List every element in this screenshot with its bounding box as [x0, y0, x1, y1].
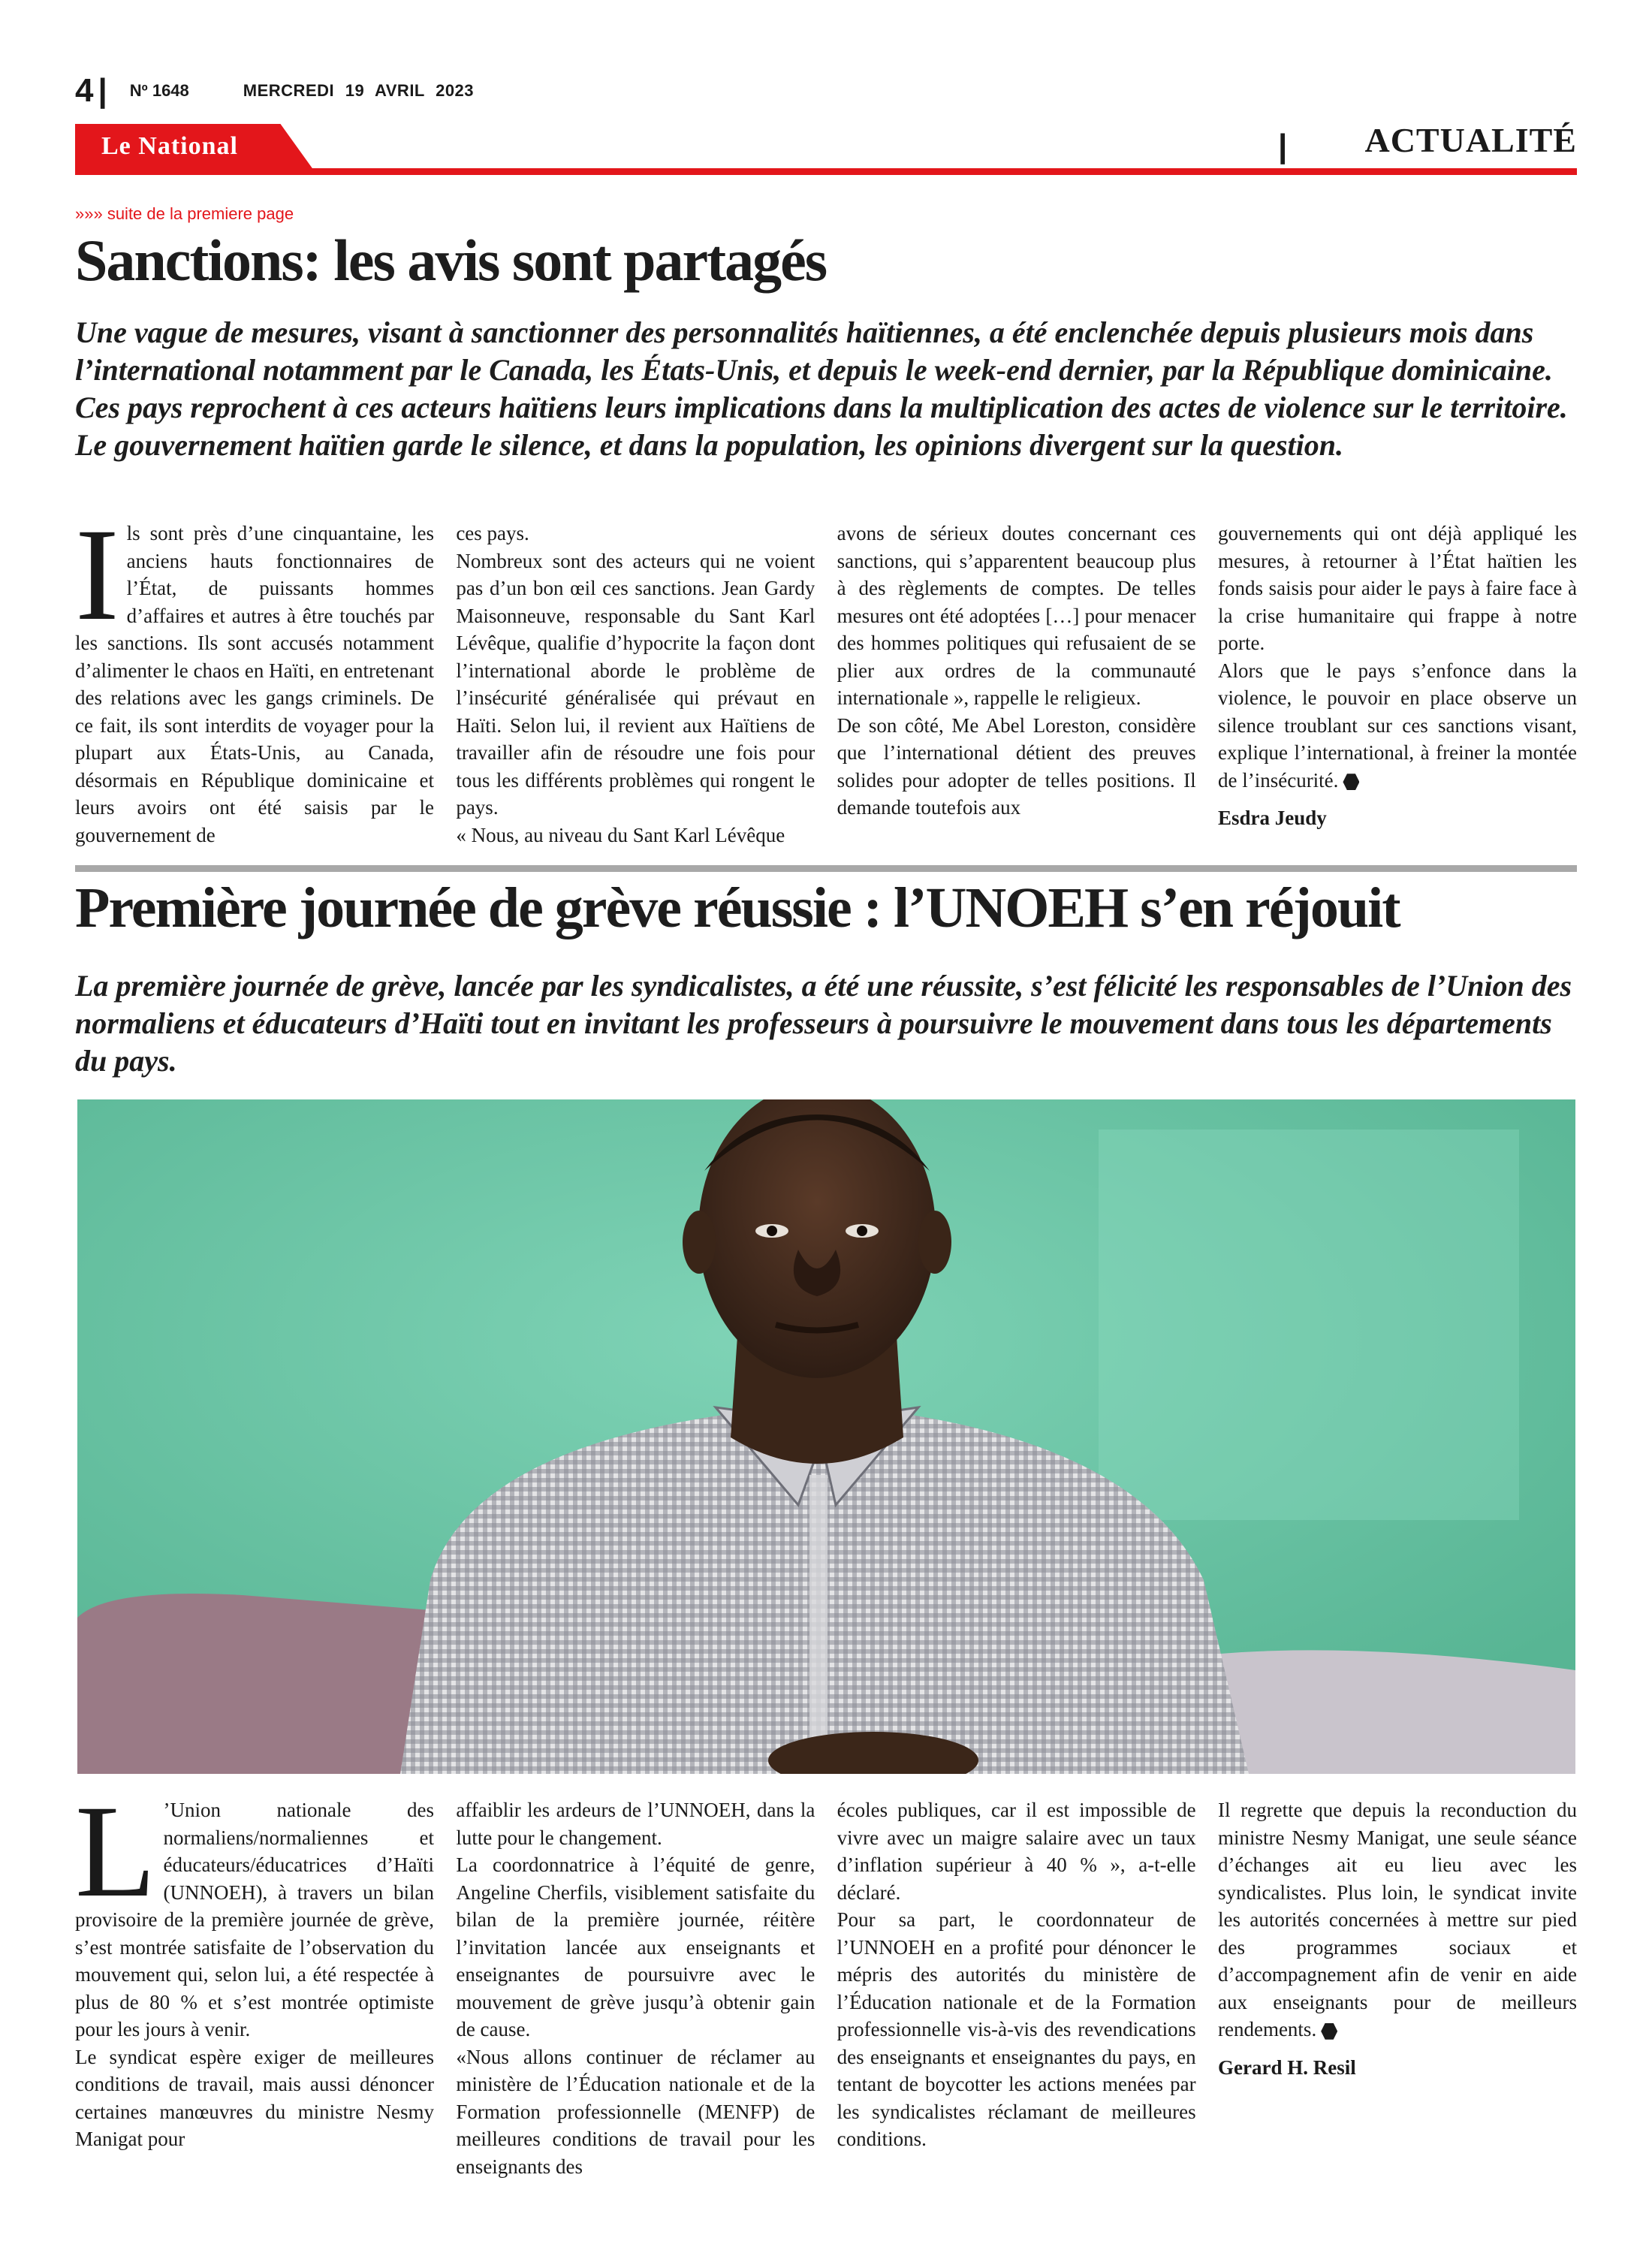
article2-paragraph: écoles publiques, car il est impossible de vivre avec un maigre salaire avec un taux d’inflation supérieur à 40 % », a-t-elle déclaré. — [837, 1799, 1196, 1904]
article2-author: Gerard H. Resil — [1217, 2055, 1356, 2079]
article2-dropcap: L — [75, 1796, 156, 1925]
end-mark-icon — [1343, 774, 1359, 790]
article1-paragraph: Alors que le pays s’enfonce dans la violence, le pouvoir en place observe un silence troublant sur ces sanctions visant, explique l’international, à freiner la montée de l’insécurité. — [1217, 659, 1577, 792]
end-mark-icon — [1321, 2023, 1337, 2040]
article1-paragraph: Nombreux sont des acteurs qui ne voient pas d’un bon œil ces sanctions. Jean Gardy Maisonneuve, responsable du Sant Karl Lévêque, qualifie d’hypocrite la façon dont l’international aborde le problème de l’insécurité généralisée qui prévaut en Haïti. Selon lui, il revient aux Haïtiens de travailler afin de résoudre une fois pour tous les différents problèmes qui rongent le pays. — [456, 549, 815, 819]
brand-logo: Le National — [101, 132, 238, 160]
article2-column-1 — [75, 1796, 434, 2187]
article1-paragraph: avons de sérieux doutes concernant ces sanctions, qui s’apparentent beaucoup plus à des règlements de comptes. De telles mesures ont été adoptées […] pour menacer des hommes politiques qui refusaient de se plier aux ordres de la communauté internationale », rappelle le religieux. — [837, 522, 1196, 709]
article2-photo — [77, 1099, 1575, 1774]
article2-paragraph: La coordonnatrice à l’équité de genre, Angeline Cherfils, visiblement satisfaite du bilan de la première journée, réitère l’invitation lancée aux enseignants et enseignantes de poursuivre avec le mouvement de grève jusqu’à obtenir gain de cause. — [456, 1853, 815, 2040]
article1-paragraph: « Nous, au niveau du Sant Karl Lévêque — [456, 823, 785, 846]
article2-paragraph: Il regrette que depuis la reconduction du ministre Nesmy Manigat, une seule séance d’échanges ait eu lieu avec les syndicalistes. Plus loin, le syndicat invite les autorités concernées à mettre sur pied des programmes sociaux et d’accompagnement afin de venir en aide aux enseignants pour de meilleurs rendements. — [1217, 1799, 1577, 2040]
section-label: ACTUALITÉ — [1364, 121, 1577, 159]
article1-paragraph: De son côté, Me Abel Loreston, considère que l’international détient des preuves solides pour adopter de telles positions. Il demande toutefois aux — [837, 713, 1196, 819]
article2-paragraph: Pour sa part, le coordonnateur de l’UNNOEH en a profité pour dénoncer le mépris des autorités du ministère de l’Éducation nationale et de la Formation professionnelle vis-à-vis des revendications des enseignants et enseignantes du pays, en tentant de boycotter les actions menées par les syndicalistes réclamant de meilleures conditions. — [837, 1908, 1196, 2150]
article1-column-4 — [1218, 520, 1577, 858]
issue-date: MERCREDI 19 AVRIL 2023 — [243, 81, 475, 100]
article1-title: Sanctions: les avis sont partagés — [75, 228, 827, 293]
article1-lead: Une vague de mesures, visant à sanctionner des personnalités haïtiennes, a été enclenchée depuis plusieurs mois dans l’international notamment par le Canada, les États-Unis, et depuis le week-end dernier, par la République dominicaine. Ces pays reprochent à ces acteurs haïtiens leurs implications dans la multiplication des actes de violence sur le territoire. Le gouvernement haïtien garde le silence, et dans la population, les opinions divergent sur la question. — [75, 315, 1568, 462]
issue-number: Nº 1648 — [129, 81, 189, 100]
page-number: 4 — [75, 72, 94, 109]
page-number-divider: | — [98, 72, 107, 109]
article1-author: Esdra Jeudy — [1217, 807, 1327, 829]
article2-column-2 — [456, 1796, 815, 2187]
article2-column-4 — [1218, 1796, 1577, 2187]
article2-lead: La première journée de grève, lancée par les syndicalistes, a été une réussite, s’est félicité les responsables de l’Union des normaliens et éducateurs d’Haïti tout en invitant les professeurs à poursuivre le mouvement dans tous les départements du pays. — [75, 969, 1572, 1078]
article1-body — [75, 520, 1577, 858]
article1-column-3 — [837, 520, 1196, 858]
article1-dropcap: I — [75, 520, 119, 648]
article-separator — [75, 865, 1577, 872]
portrait-illustration — [77, 1099, 1575, 1774]
article1-column-1 — [75, 520, 434, 858]
article2-paragraph: affaiblir les ardeurs de l’UNNOEH, dans la lutte pour le changement. — [456, 1799, 815, 1849]
article2-column-3 — [837, 1796, 1196, 2187]
article1-paragraph: ls sont près d’une cinquantaine, les anciens hauts fonctionnaires de l’État, de puissants hommes d’affaires et autres à être touchés par les sanctions. Ils sont accusés notamment d’alimenter le chaos en Haïti, en entretenant des relations avec les gangs criminels. De ce fait, ils sont interdits de voyager pour la plupart aux États-Unis, au Canada, désormais en République dominicaine et leurs avoirs ont été saisis par le gouvernement de — [75, 522, 434, 846]
article2-paragraph: ’Union nationale des normaliens/normaliennes et éducateurs/éducatrices d’Haïti (UNNOEH), à travers un bilan provisoire de la première journée de grève, s’est montrée satisfaite de l’observation du mouvement qui, selon lui, a été respectée à plus de 80 % et s’est montrée optimiste pour les jours à venir. — [75, 1799, 434, 2040]
continuation-note: »»» suite de la premiere page — [75, 204, 294, 223]
section-divider: | — [1278, 128, 1288, 164]
page-header — [75, 72, 474, 110]
article2-paragraph: Le syndicat espère exiger de meilleures conditions de travail, mais aussi dénoncer certaines manœuvres du ministre Nesmy Manigat pour — [75, 2045, 434, 2150]
article1-column-2 — [456, 520, 815, 858]
article2-paragraph: «Nous allons continuer de réclamer au ministère de l’Éducation nationale et de la Formation professionnelle (MENFP) de meilleures conditions de travail pour les enseignants des — [456, 2045, 815, 2178]
article2-body — [75, 1796, 1577, 2187]
article2-title: Première journée de grève réussie : l’UNOEH s’en réjouit — [75, 876, 1400, 940]
article1-paragraph: gouvernements qui ont déjà appliqué les mesures, à retourner à l’État haïtien les fonds saisis pour aider le pays à faire face à la crise humanitaire qui frappe à notre porte. — [1217, 522, 1577, 654]
header-rule — [75, 168, 1577, 175]
article1-paragraph: ces pays. — [456, 522, 529, 544]
